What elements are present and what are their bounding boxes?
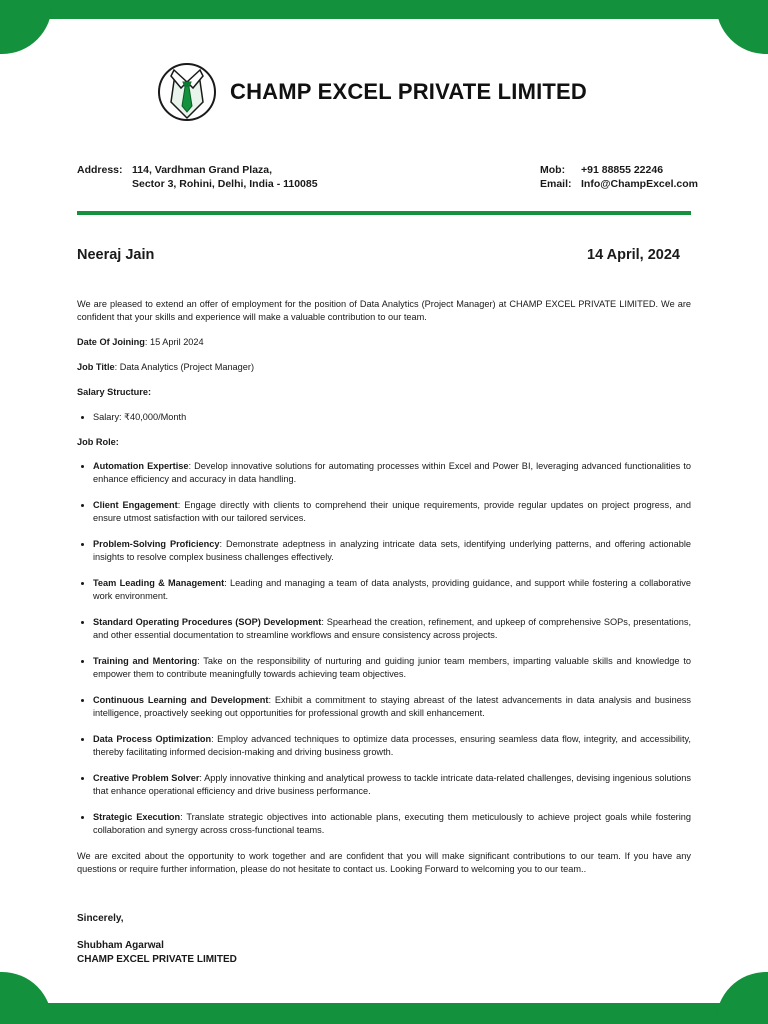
role-description: : Demonstrate adeptness in analyzing intricate data sets, identifying underlying patterns, and offering actionable insights to resolve complex business challenges effectively.	[93, 539, 691, 562]
role-description: : Engage directly with clients to comprehend their unique requirements, provide regular updates on project progress, and ensure utmost satisfaction with our tailored services.	[93, 500, 691, 523]
bottom-green-band	[0, 1003, 768, 1024]
role-description: : Spearhead the creation, refinement, and upkeep of comprehensive SOPs, presentations, and other essential documentation to streamline workflows and ensure consistency across projects.	[93, 617, 691, 640]
corner-decoration-bottom-right	[716, 972, 768, 1024]
role-title: Client Engagement	[93, 500, 178, 510]
role-title: Problem-Solving Proficiency	[93, 539, 220, 549]
address-line-2: Sector 3, Rohini, Delhi, India - 110085	[132, 178, 318, 190]
address-line-1: 114, Vardhman Grand Plaza,	[132, 164, 273, 176]
role-item	[93, 694, 691, 720]
role-title: Creative Problem Solver	[93, 773, 200, 783]
signature-block	[77, 939, 237, 967]
role-item	[93, 655, 691, 681]
role-title: Data Process Optimization	[93, 734, 212, 744]
corner-decoration-top-right	[716, 0, 768, 54]
letter-body	[77, 298, 691, 876]
role-title: Team Leading & Management	[93, 578, 225, 588]
signoff: Sincerely,	[77, 913, 124, 924]
role-description: : Exhibit a commitment to staying abreast of the latest advancements in data analysis and business intelligence, proactively seeking out opportunities for professional growth and skill enhancement.	[93, 695, 691, 718]
role-item	[93, 772, 691, 798]
role-title: Strategic Execution	[93, 812, 181, 822]
signer-company: CHAMP EXCEL PRIVATE LIMITED	[77, 954, 237, 965]
mob-value: +91 88855 22246	[581, 164, 664, 176]
phone-email-block	[540, 163, 698, 191]
salary-list	[77, 411, 691, 424]
job-title-value: : Data Analytics (Project Manager)	[114, 362, 255, 372]
company-name: CHAMP EXCEL PRIVATE LIMITED	[230, 79, 588, 104]
job-title-label: Job Title	[77, 362, 115, 372]
top-green-band	[0, 0, 768, 19]
role-item	[93, 733, 691, 759]
corner-decoration-top-left	[0, 0, 52, 54]
role-description: : Develop innovative solutions for automating processes within Excel and Power BI, leveraging advanced functionalities to enhance efficiency and accuracy in data handling.	[93, 461, 691, 484]
role-item	[93, 616, 691, 642]
salary-item: • Salary: ₹40,000/Month	[93, 411, 691, 424]
role-item	[93, 577, 691, 603]
role-item	[93, 499, 691, 525]
role-item	[93, 460, 691, 486]
role-item	[93, 811, 691, 837]
job-role-heading: Job Role:	[77, 437, 119, 447]
signer-name: Shubham Agarwal	[77, 940, 164, 951]
role-title: Automation Expertise	[93, 461, 189, 471]
role-description: : Translate strategic objectives into actionable plans, executing them meticulously to achieve project goals while fostering collaboration and synergy across cross-functional teams.	[93, 812, 691, 835]
role-title: Standard Operating Procedures (SOP) Development	[93, 617, 322, 627]
joining-date-label: Date Of Joining	[77, 337, 145, 347]
role-description: : Leading and managing a team of data analysts, providing guidance, and support while fostering a collaborative work environment.	[93, 578, 691, 601]
salary-heading: Salary Structure:	[77, 387, 152, 397]
email-label: Email:	[540, 178, 572, 190]
role-title: Continuous Learning and Development	[93, 695, 269, 705]
role-description: : Take on the responsibility of nurturing and guiding junior team members, imparting valuable skills and knowledge to empower them to contribute meaningfully towards achieving team objectives.	[93, 656, 691, 679]
job-title-line	[77, 361, 691, 374]
corner-decoration-bottom-left	[0, 972, 52, 1024]
role-title: Training and Mentoring	[93, 656, 198, 666]
header-divider	[77, 211, 691, 215]
joining-date-value: : 15 April 2024	[144, 337, 204, 347]
address-block	[77, 163, 318, 191]
letter-date: 14 April, 2024	[587, 247, 680, 263]
intro-paragraph: We are pleased to extend an offer of employment for the position of Data Analytics (Project Manager) at CHAMP EXCEL PRIVATE LIMITED. We are confident that your skills and experience will make a valuable contribution to our team.	[77, 299, 691, 322]
shirt-tie-logo-icon	[157, 62, 217, 122]
closing-paragraph: We are excited about the opportunity to work together and are confident that you will make significant contributions to our team. If you have any questions or require further information, please do not hesitate to contact us. Looking Forward to welcoming you to our team..	[77, 851, 691, 874]
role-item	[93, 538, 691, 564]
role-description: : Employ advanced techniques to optimize data processes, ensuring seamless data flow, integrity, and accessibility, thereby facilitating informed decision-making and driving business growth.	[93, 734, 691, 757]
letterhead	[157, 62, 587, 122]
address-label: Address:	[77, 164, 123, 176]
recipient-name: Neeraj Jain	[77, 247, 155, 263]
mob-label: Mob:	[540, 164, 566, 176]
job-role-list	[77, 460, 691, 837]
joining-date-line	[77, 336, 691, 349]
role-description: : Apply innovative thinking and analytical prowess to tackle intricate data-related challenges, devising ingenious solutions that enhance operational efficiency and drive business performance.	[93, 773, 691, 796]
email-value: Info@ChampExcel.com	[581, 178, 699, 190]
